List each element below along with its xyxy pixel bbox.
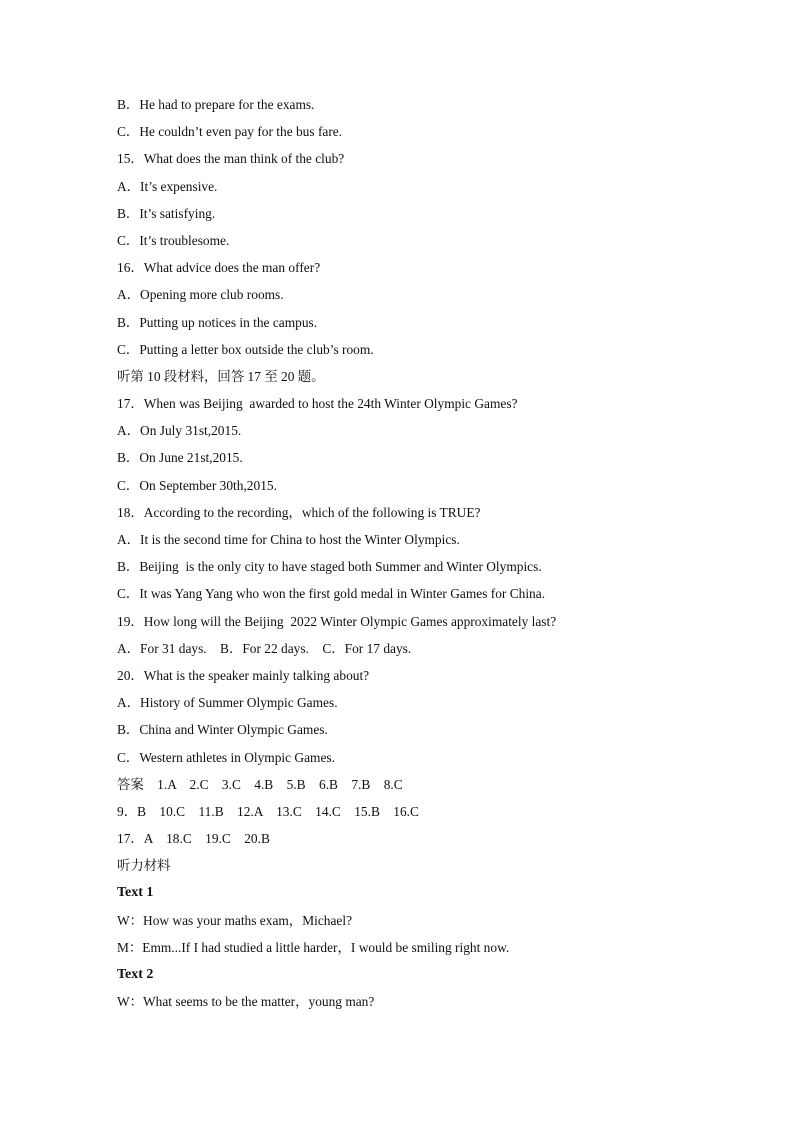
options-q19: A．For 31 days. B．For 22 days. C．For 17 days. bbox=[117, 640, 412, 656]
question-18: 18．According to the recording，which of the following is TRUE? bbox=[117, 504, 481, 520]
option-c-q15: C．It’s troublesome. bbox=[117, 232, 230, 248]
option-b-q18: B．Beijing is the only city to have staged both Summer and Winter Olympics. bbox=[117, 559, 542, 575]
option-b-q15: B．It’s satisfying. bbox=[117, 205, 216, 221]
question-17: 17．When was Beijing awarded to host the 24th Winter Olympic Games? bbox=[117, 396, 518, 412]
option-a-q18: A．It is the second time for China to host the Winter Olympics. bbox=[117, 532, 460, 547]
document-body bbox=[117, 93, 717, 1017]
option-a-q16: A．Opening more club rooms. bbox=[117, 287, 284, 303]
question-20: 20．What is the speaker mainly talking about? bbox=[117, 667, 370, 683]
dialogue-line-m1: M：Emm...If I had studied a little harder，I would be smiling right now. bbox=[117, 939, 510, 955]
option-a-q15: A．It’s expensive. bbox=[117, 178, 218, 194]
option-c-q18: C．It was Yang Yang who won the first gold medal in Winter Games for China. bbox=[117, 586, 546, 602]
option-a-q17: A．On July 31st,2015. bbox=[117, 423, 242, 439]
option-c-q20: C．Western athletes in Olympic Games. bbox=[117, 749, 335, 765]
listening-material-heading: 听力材料 bbox=[117, 858, 171, 874]
question-15: 15．What does the man think of the club? bbox=[117, 151, 345, 167]
answer-key-line-2: 9．B 10.C 11.B 12.A 13.C 14.C 15.B 16.C bbox=[117, 803, 419, 819]
dialogue-line-w1: W：How was your maths exam，Michael? bbox=[117, 912, 353, 928]
section-instruction: 听第 10 段材料，回答 17 至 20 题。 bbox=[117, 368, 325, 384]
text-2-heading: Text 2 bbox=[117, 967, 154, 982]
option-c-q16: C．Putting a letter box outside the club’s room. bbox=[117, 341, 374, 357]
answer-key-line-1: 答案 1.A 2.C 3.C 4.B 5.B 6.B 7.B 8.C bbox=[117, 776, 403, 792]
question-16: 16．What advice does the man offer? bbox=[117, 260, 321, 276]
text-1-heading: Text 1 bbox=[117, 885, 154, 901]
option-b-q14: B．He had to prepare for the exams. bbox=[117, 97, 315, 112]
dialogue-line-w2: W：What seems to be the matter，young man? bbox=[117, 994, 375, 1010]
question-19: 19．How long will the Beijing 2022 Winter Olympic Games approximately last? bbox=[117, 613, 557, 629]
answer-key-line-3: 17．A 18.C 19.C 20.B bbox=[117, 831, 270, 847]
option-c-q14: C．He couldn’t even pay for the bus fare. bbox=[117, 124, 343, 140]
option-b-q16: B．Putting up notices in the campus. bbox=[117, 314, 318, 330]
option-a-q20: A．History of Summer Olympic Games. bbox=[117, 695, 338, 711]
option-b-q20: B．China and Winter Olympic Games. bbox=[117, 722, 328, 738]
option-b-q17: B．On June 21st,2015. bbox=[117, 450, 243, 466]
option-c-q17: C．On September 30th,2015. bbox=[117, 477, 277, 493]
